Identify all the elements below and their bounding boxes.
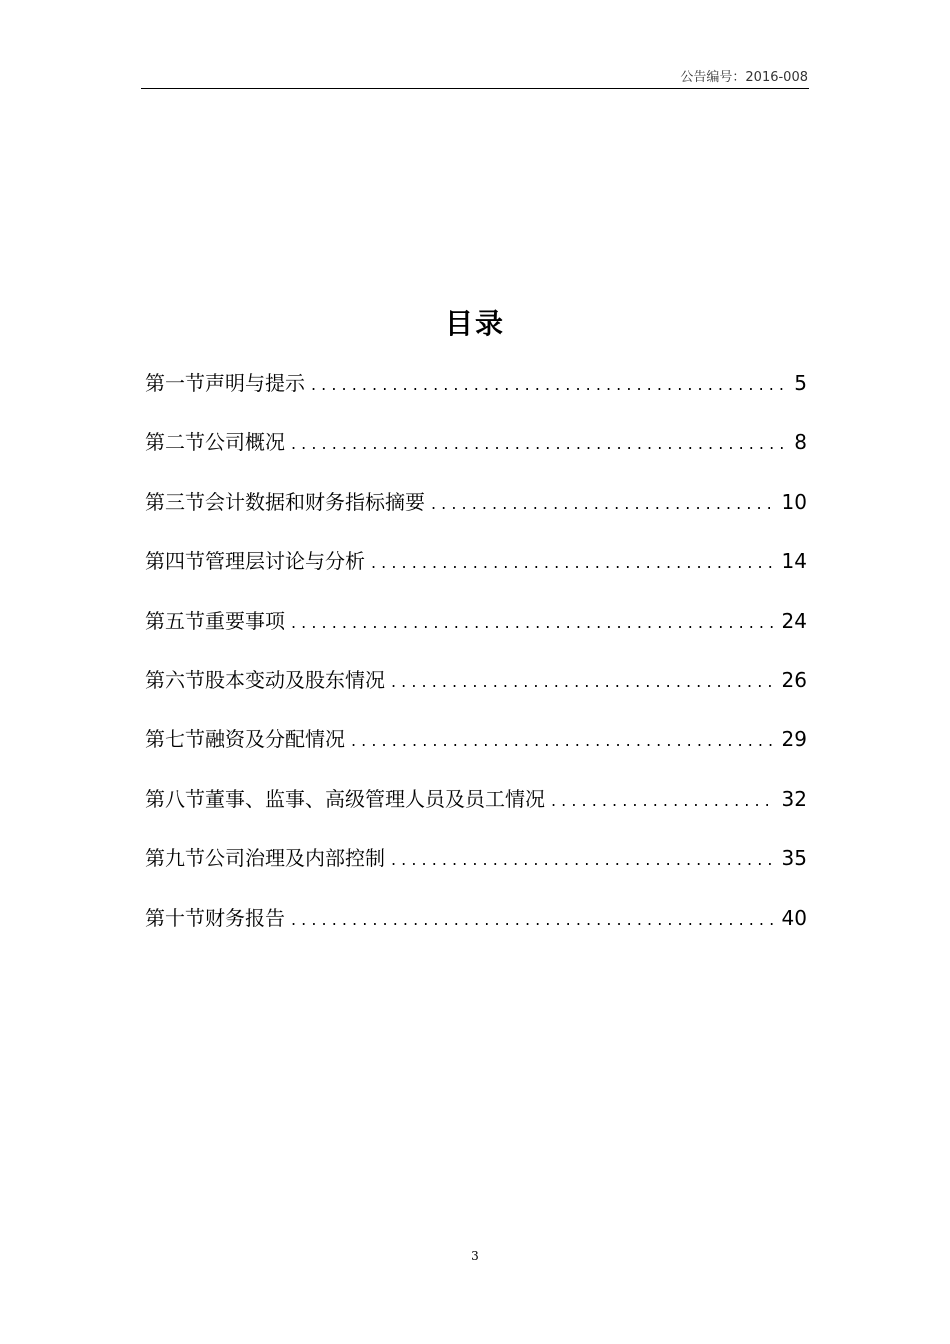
toc-entry-page: 8: [794, 430, 807, 455]
toc-entry-8[interactable]: [145, 783, 807, 842]
toc-entry-9[interactable]: [145, 842, 807, 901]
toc-dot-leader: [431, 494, 776, 513]
toc-entry-label: 第三节会计数据和财务指标摘要: [145, 489, 425, 514]
toc-entry-5[interactable]: [145, 605, 807, 664]
header-divider: [141, 88, 809, 89]
toc-entry-7[interactable]: [145, 723, 807, 782]
toc-entry-label: 第一节声明与提示: [145, 371, 305, 395]
toc-entry-label: 第七节融资及分配情况: [145, 727, 345, 752]
page-number: 3: [471, 1249, 479, 1263]
toc-entry-4[interactable]: [145, 545, 807, 604]
toc-dot-leader: [371, 553, 776, 572]
toc-dot-leader: [291, 613, 776, 632]
toc-entry-label: 第二节公司概况: [145, 430, 285, 455]
toc-entry-1[interactable]: [145, 367, 807, 426]
toc-entry-label: 第四节管理层讨论与分析: [145, 549, 365, 574]
toc-entry-2[interactable]: [145, 426, 807, 485]
toc-entry-10[interactable]: [145, 902, 807, 961]
toc-entry-label: 第八节董事、监事、高级管理人员及员工情况: [145, 786, 545, 811]
toc-dot-leader: [551, 791, 776, 810]
toc-entry-page: 26: [781, 667, 807, 692]
toc-entry-page: 32: [781, 786, 807, 811]
toc-title: 目录: [444, 307, 505, 340]
toc-entry-3[interactable]: [145, 486, 807, 545]
toc-dot-leader: [291, 910, 776, 929]
toc-entry-label: 第五节重要事项: [145, 608, 285, 633]
toc-entry-page: 5: [794, 371, 807, 395]
toc-list: [145, 367, 807, 961]
toc-entry-page: 10: [781, 489, 807, 514]
toc-entry-label: 第九节公司治理及内部控制: [145, 846, 385, 871]
toc-dot-leader: [291, 434, 788, 453]
toc-entry-page: 35: [781, 846, 807, 871]
toc-entry-page: 14: [781, 549, 807, 574]
toc-dot-leader: [391, 672, 776, 691]
toc-dot-leader: [351, 731, 776, 750]
toc-entry-6[interactable]: [145, 664, 807, 723]
toc-entry-page: 29: [781, 727, 807, 752]
toc-dot-leader: [391, 850, 776, 869]
toc-entry-label: 第十节财务报告: [145, 905, 285, 930]
toc-entry-label: 第六节股本变动及股东情况: [145, 667, 385, 692]
toc-entry-page: 40: [781, 905, 807, 930]
toc-dot-leader: [311, 375, 788, 394]
toc-entry-page: 24: [781, 608, 807, 633]
announcement-number: 公告编号：2016-008: [680, 70, 808, 85]
